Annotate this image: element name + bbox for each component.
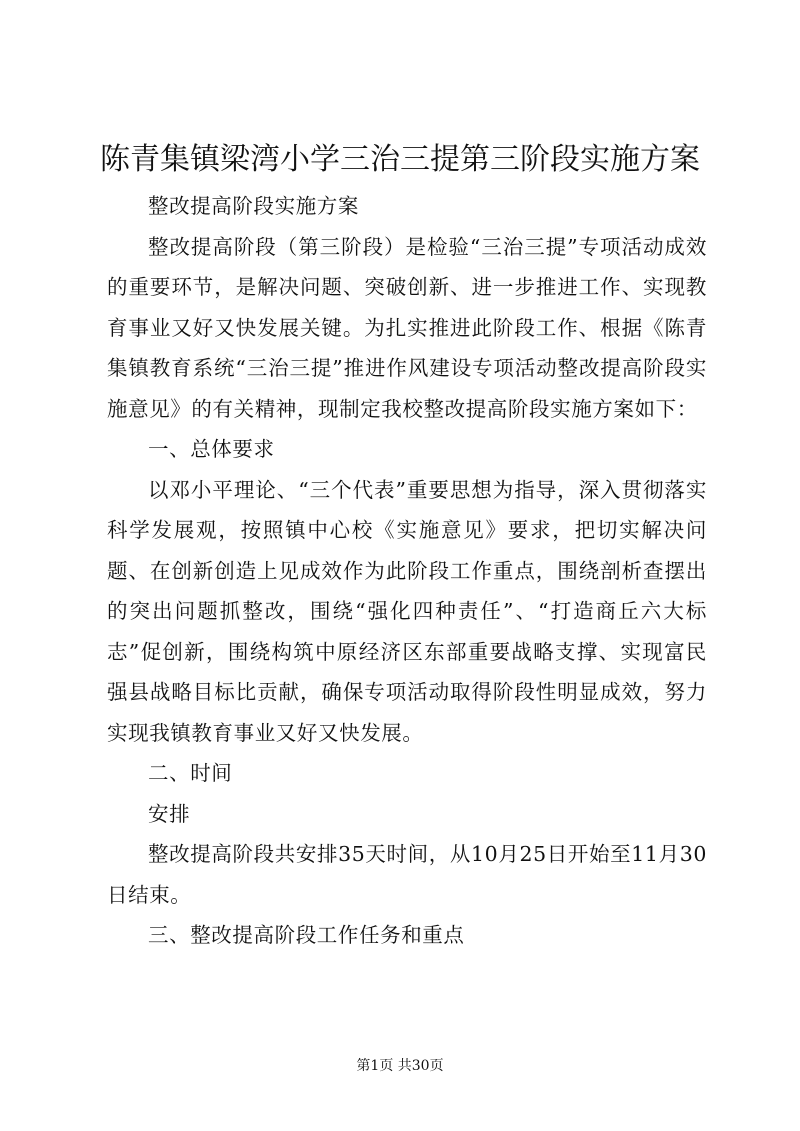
section-heading-2: 二、时间 xyxy=(148,761,233,785)
paragraph-schedule: 整改提高阶段共安排35天时间，从10月25日开始至11月30日结束。 xyxy=(107,842,707,907)
page-number-footer: 第1页 共30页 xyxy=(356,1058,444,1074)
section-heading-1: 一、总体要求 xyxy=(148,437,275,461)
paragraph-requirements: 以邓小平理论、“三个代表”重要思想为指导，深入贯彻落实科学发展观，按照镇中心校《实施意见》要求，把切实解决问题、在创新创造上见成效作为此阶段工作重点，围绕剖析查摆出的突出问题抓整改，围绕“强化四种责任”、“打造商丘六大标志”促创新，围绕构筑中原经济区东部重要战略支撑、实现富民强县战略目标比贡献，确保专项活动取得阶段性明显成效，努力实现我镇教育事业又好又快发展。 xyxy=(107,477,707,745)
document-body xyxy=(107,186,707,956)
document-title: 陈青集镇梁湾小学三治三提第三阶段实施方案 xyxy=(100,142,700,177)
section-heading-3: 三、整改提高阶段工作任务和重点 xyxy=(148,923,465,947)
paragraph-intro: 整改提高阶段（第三阶段）是检验“三治三提”专项活动成效的重要环节，是解决问题、突破创新、进一步推进工作、实现教育事业又好又快发展关键。为扎实推进此阶段工作、根据《陈青集镇教育系统“三治三提”推进作风建设专项活动整改提高阶段实施意见》的有关精神，现制定我校整改提高阶段实施方案如下： xyxy=(107,234,707,421)
paragraph-subtitle: 整改提高阶段实施方案 xyxy=(148,194,359,218)
paragraph-arrangement: 安排 xyxy=(148,801,191,826)
